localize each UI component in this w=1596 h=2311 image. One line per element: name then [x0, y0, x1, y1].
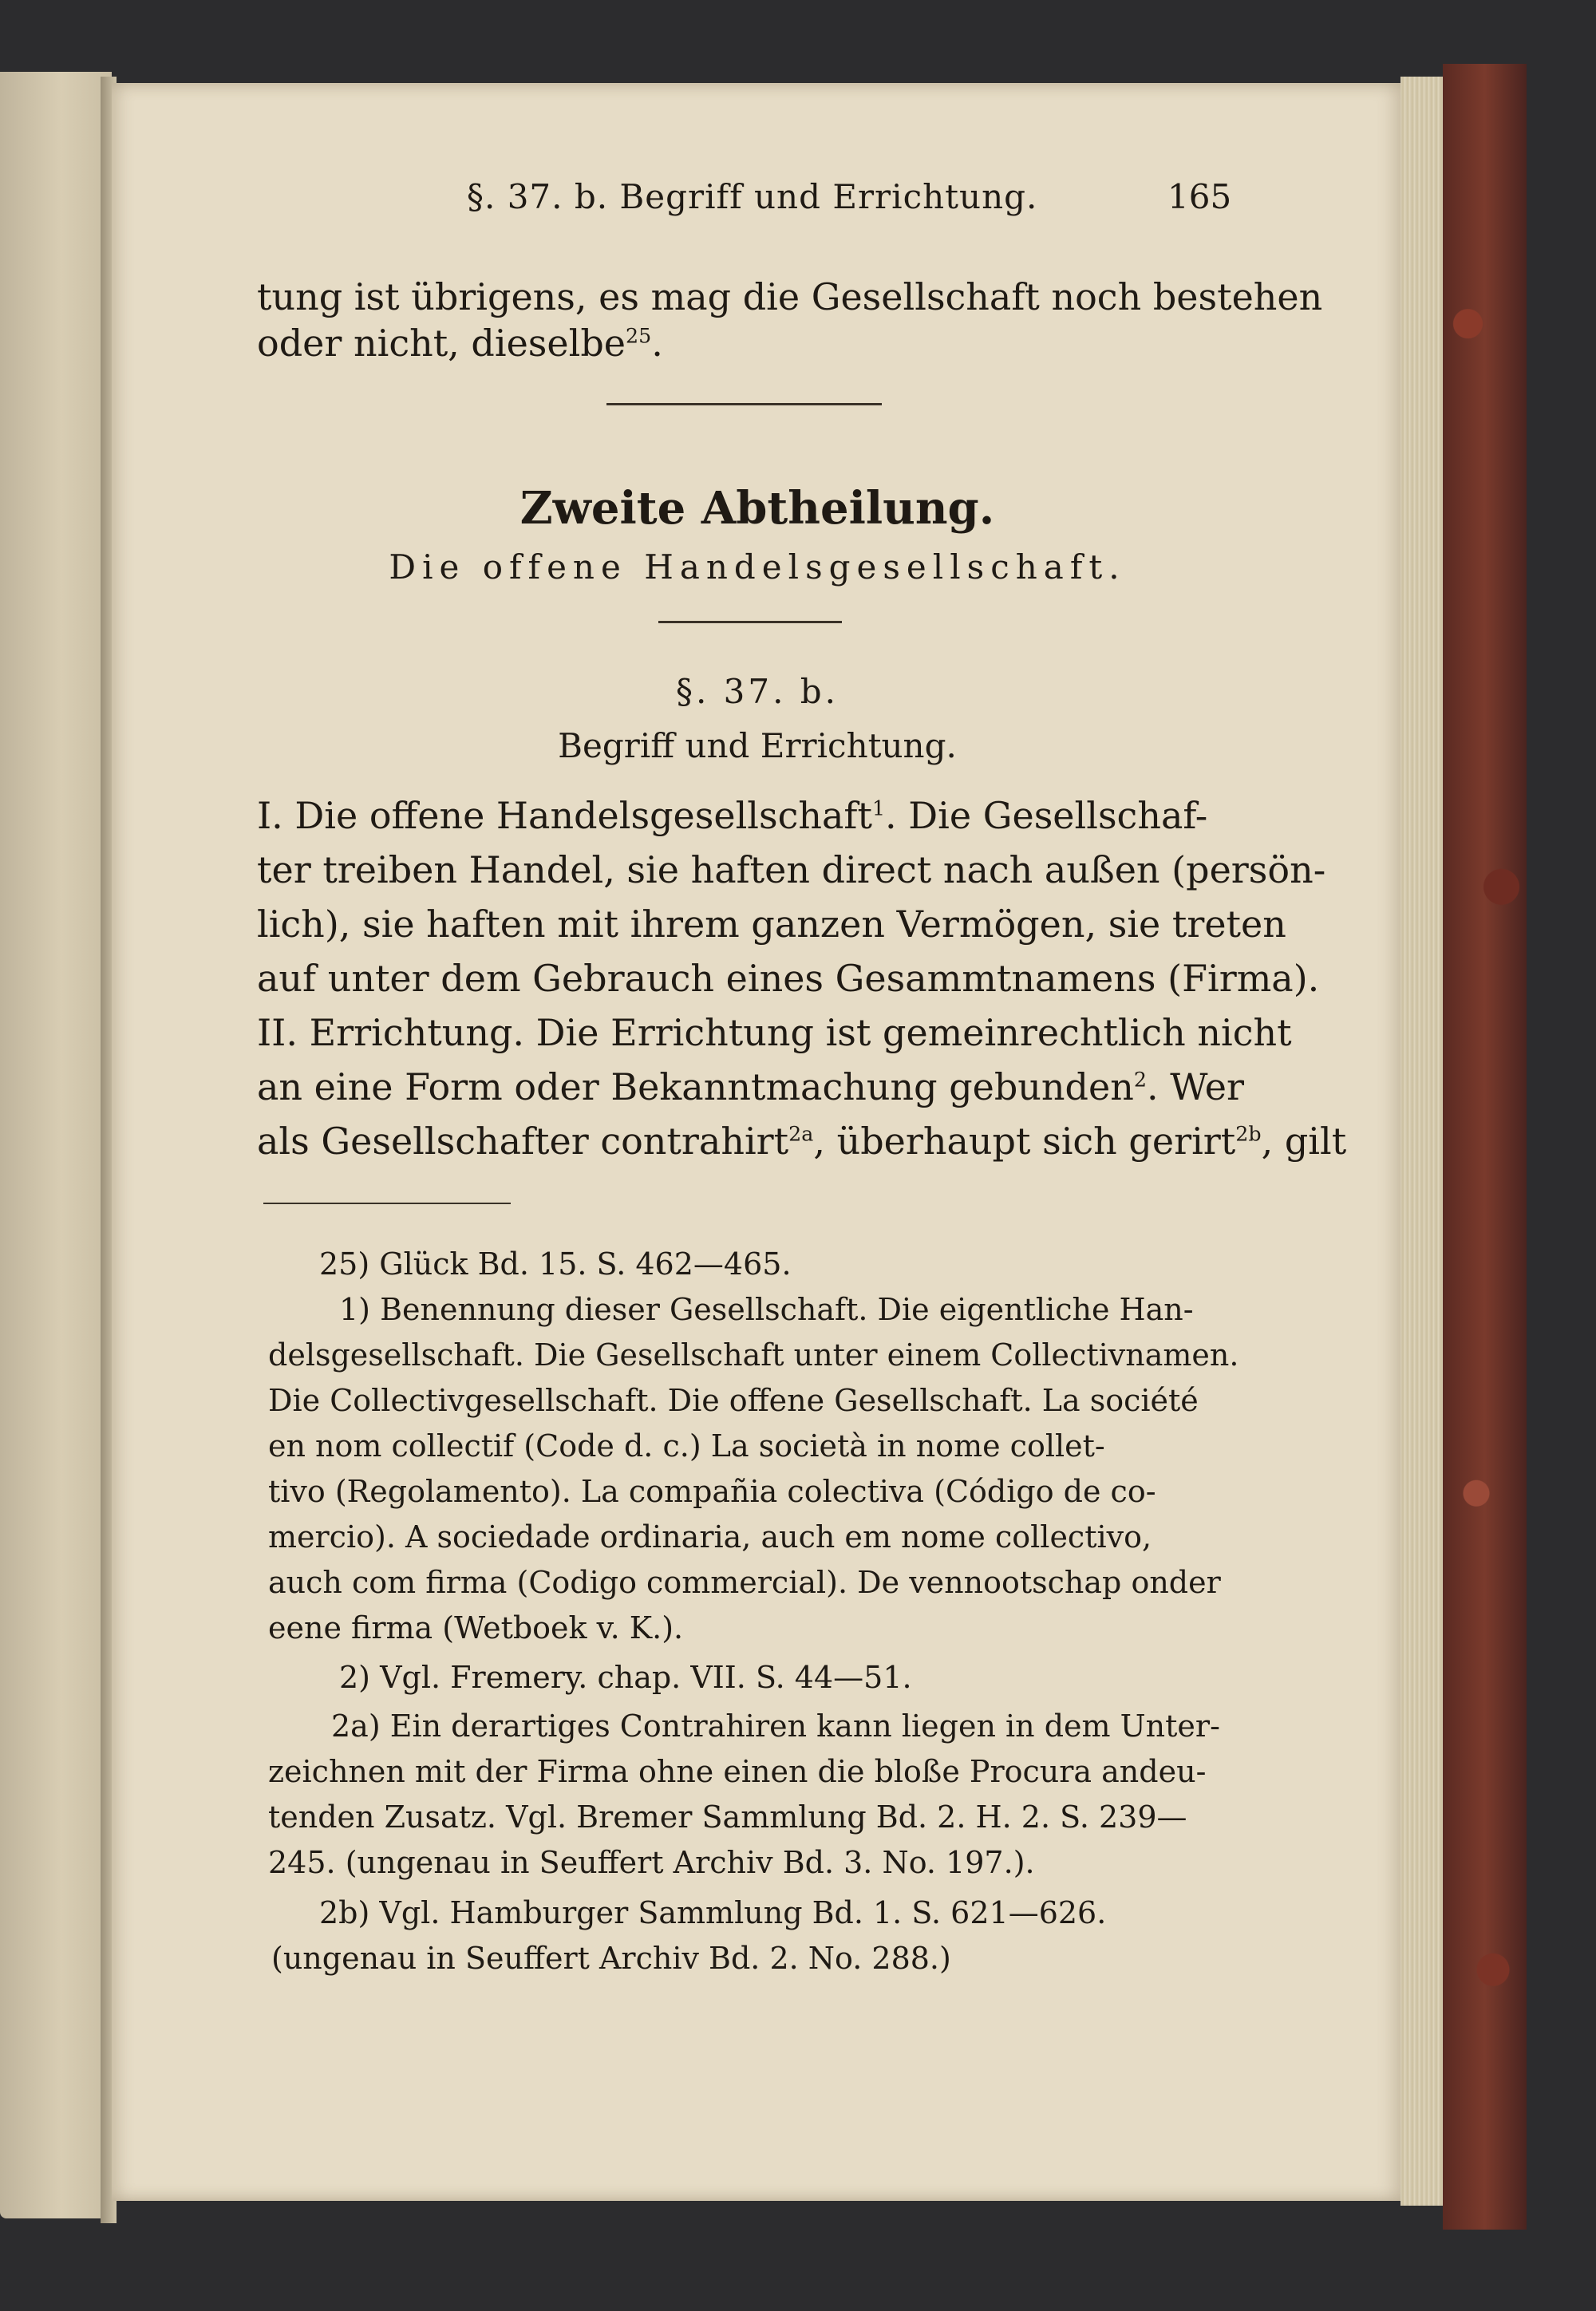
- paragraph-title: Begriff und Errichtung.: [558, 726, 957, 765]
- footnote-ref: 2a: [788, 1122, 814, 1146]
- page-number: 165: [1167, 177, 1232, 216]
- running-header: §. 37. b. Begriff und Errichtung.: [467, 177, 1038, 216]
- section-rule: [658, 621, 842, 623]
- footnote-line: tivo (Regolamento). La compañia colectiva (Código de co-: [268, 1474, 1156, 1509]
- paragraph-number: §. 37. b.: [675, 672, 839, 711]
- footnote-line: zeichnen mit der Firma ohne einen die bloße Procura andeu-: [268, 1754, 1207, 1789]
- footnote-line: en nom collectif (Code d. c.) La società in nome collet-: [268, 1428, 1105, 1464]
- section-subtitle: Die offene Handelsgesellschaft.: [389, 547, 1126, 587]
- body-line: ter treiben Handel, sie haften direct nach außen (persön-: [257, 848, 1326, 891]
- marbled-cover: [1443, 64, 1527, 2230]
- body-line: an eine Form oder Bekanntmachung gebunden$^2$. Wer: [257, 1065, 1244, 1108]
- footnote-rule: [263, 1203, 511, 1204]
- body-line: als Gesellschafter contrahirt$^{2a}$, überhaupt sich gerirt$^{2b}$, gilt: [257, 1120, 1347, 1163]
- footnote-ref: 2: [1133, 1068, 1147, 1092]
- body-line: II. Errichtung. Die Errichtung ist gemeinrechtlich nicht: [257, 1011, 1292, 1054]
- left-page-edge: [0, 72, 112, 2218]
- section-title: Zweite Abtheilung.: [519, 482, 995, 535]
- footnote-ref: 25: [626, 324, 652, 348]
- intro-line: tung ist übrigens, es mag die Gesellschaft noch bestehen: [257, 275, 1323, 318]
- footnote-line: (ungenau in Seuffert Archiv Bd. 2. No. 288.): [271, 1941, 951, 1976]
- footnote-line: eene firma (Wetboek v. K.).: [268, 1610, 684, 1645]
- footnote-line: auch com firma (Codigo commercial). De vennootschap onder: [268, 1565, 1221, 1600]
- footnote-line: 1) Benennung dieser Gesellschaft. Die eigentliche Han-: [339, 1292, 1194, 1327]
- section-rule: [606, 403, 882, 405]
- page-edges: [1400, 77, 1444, 2206]
- body-line: auf unter dem Gebrauch eines Gesammtnamens (Firma).: [257, 957, 1320, 1000]
- footnote-line: 2) Vgl. Fremery. chap. VII. S. 44—51.: [339, 1660, 912, 1695]
- footnote-line: mercio). A sociedade ordinaria, auch em nome collectivo,: [268, 1519, 1152, 1554]
- footnote-line: 245. (ungenau in Seuffert Archiv Bd. 3. No. 197.).: [268, 1845, 1035, 1880]
- body-line: I. Die offene Handelsgesellschaft$^1$. Die Gesellschaf-: [257, 794, 1208, 837]
- footnote-line: 25) Glück Bd. 15. S. 462—465.: [319, 1246, 792, 1282]
- footnote-line: 2b) Vgl. Hamburger Sammlung Bd. 1. S. 621—626.: [319, 1895, 1107, 1930]
- footnote-ref: 1: [871, 796, 886, 820]
- footnote-line: Die Collectivgesellschaft. Die offene Gesellschaft. La société: [268, 1383, 1199, 1418]
- body-line: lich), sie haften mit ihrem ganzen Vermögen, sie treten: [257, 903, 1286, 946]
- intro-line: oder nicht, dieselbe$^{25}$.: [257, 322, 663, 365]
- footnote-line: delsgesellschaft. Die Gesellschaft unter einem Collectivnamen.: [268, 1337, 1239, 1373]
- footnote-line: tenden Zusatz. Vgl. Bremer Sammlung Bd. 2. H. 2. S. 239—: [268, 1799, 1187, 1835]
- footnote-line: 2a) Ein derartiges Contrahiren kann liegen in dem Unter-: [331, 1709, 1220, 1744]
- footnote-ref: 2b: [1235, 1122, 1262, 1146]
